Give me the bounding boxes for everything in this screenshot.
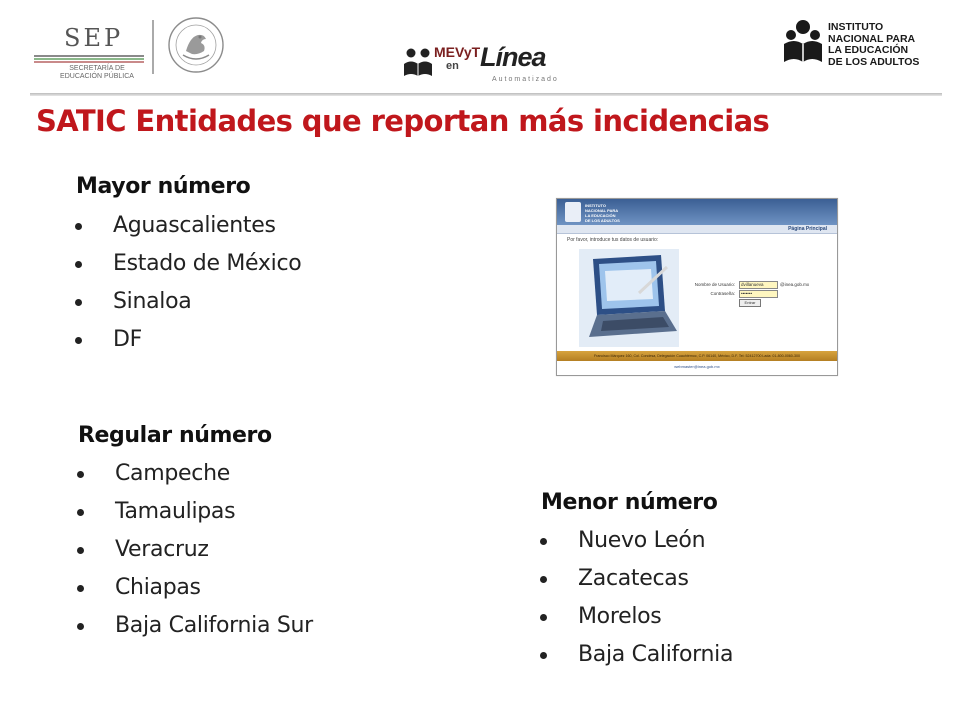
sep-logo-word: SEP	[64, 24, 124, 52]
list-item	[115, 531, 313, 569]
bullet-icon	[540, 652, 547, 659]
bullet-list	[115, 455, 313, 645]
list-item-text: Estado de México	[113, 251, 302, 276]
bullet-icon	[75, 261, 82, 268]
thumb-home-link: Página Principal	[788, 226, 827, 232]
mevyt-subtitle: Automatizado	[492, 76, 559, 83]
login-page-screenshot	[556, 198, 838, 376]
thumb-login-form	[679, 281, 829, 308]
list-item	[113, 207, 301, 245]
mevyt-en-text: en	[446, 60, 459, 72]
group-menor	[541, 490, 733, 674]
inea-emblem-icon	[780, 18, 826, 72]
bullet-icon	[75, 223, 82, 230]
sep-subtitle-line: EDUCACIÓN PÚBLICA	[60, 73, 134, 80]
inea-name-line: LA EDUCACIÓN	[828, 44, 909, 56]
list-item-text: Tamaulipas	[115, 499, 236, 524]
list-item-text: Chiapas	[115, 575, 201, 600]
inea-name-line: NACIONAL PARA	[828, 32, 916, 45]
inea-name	[828, 22, 932, 68]
group-heading: Regular número	[78, 423, 272, 448]
thumb-password-field: •••••••	[739, 290, 778, 298]
thumb-header	[557, 199, 837, 225]
list-item	[578, 522, 733, 560]
list-item-text: Aguascalientes	[113, 213, 276, 238]
thumb-user-row	[679, 281, 829, 290]
sep-logo-subtitle	[52, 65, 142, 81]
thumb-nav-bar	[557, 225, 837, 234]
list-item	[113, 245, 301, 283]
inea-logo	[780, 18, 930, 76]
bullet-icon	[77, 585, 84, 592]
thumb-user-label: Nombre de Usuario:	[694, 282, 735, 287]
bullet-icon	[77, 623, 84, 630]
list-item-text: Sinaloa	[113, 289, 192, 314]
bullet-list	[113, 207, 301, 359]
thumb-username-field: dvillanueva	[739, 281, 778, 289]
bullet-icon	[77, 547, 84, 554]
list-item-text: Morelos	[578, 604, 662, 629]
thumb-header-line: INSTITUTO	[585, 203, 607, 208]
people-reading-icon	[402, 46, 434, 82]
list-item-text: Nuevo León	[578, 528, 706, 553]
list-item	[113, 283, 301, 321]
bullet-icon	[540, 614, 547, 621]
thumb-header-line: DE LOS ADULTOS	[585, 218, 620, 223]
bullet-icon	[77, 509, 84, 516]
list-item-text: Baja California Sur	[115, 613, 313, 638]
list-item-text: Campeche	[115, 461, 230, 486]
thumb-prompt: Por favor, introduce tus datos de usuario:	[567, 237, 659, 243]
list-item-text: DF	[113, 327, 142, 352]
bullet-icon	[77, 471, 84, 478]
slide-title: SATIC Entidades que reportan más incidencias	[36, 104, 770, 138]
sep-logo-stripe	[34, 61, 144, 63]
mevyt-wordmark: MEVyT	[434, 44, 481, 60]
inea-name-line: DE LOS ADULTOS	[828, 55, 920, 68]
thumb-enter-button: Entrar	[739, 299, 761, 307]
slide-header	[0, 0, 960, 96]
list-item-text: Veracruz	[115, 537, 209, 562]
sep-subtitle-line: SECRETARÍA DE	[69, 65, 125, 72]
list-item	[115, 493, 313, 531]
list-item	[115, 607, 313, 645]
group-heading: Mayor número	[76, 174, 251, 199]
thumb-footer	[557, 351, 837, 361]
list-item	[578, 560, 733, 598]
list-item	[113, 321, 301, 359]
list-item	[115, 455, 313, 493]
thumb-password-label: Contraseña:	[710, 291, 735, 296]
mevyt-linea-text: Línea	[480, 42, 546, 72]
thumb-mail-link: webmaster@inea.gob.mx	[674, 364, 720, 369]
list-item-text: Zacatecas	[578, 566, 689, 591]
bullet-icon	[75, 299, 82, 306]
bullet-icon	[540, 576, 547, 583]
thumb-password-row	[679, 290, 829, 299]
thumb-inea-logo-icon	[565, 202, 581, 222]
list-item	[578, 598, 733, 636]
thumb-user-suffix: @inea.gob.mx	[780, 282, 810, 287]
thumb-footer-text: Francisco Márquez 160, Col. Condesa, Delegación Cuauhtémoc, C.P. 06140, México, D.F. Tel: 52412700 Lada: 01-800-0060-300	[593, 354, 801, 358]
list-item-text: Baja California	[578, 642, 734, 667]
header-divider	[152, 20, 154, 74]
bullet-icon	[75, 337, 82, 344]
sep-logo-stripe	[34, 58, 144, 60]
laptop-illustration-icon	[579, 249, 679, 347]
sep-logo-stripe	[34, 55, 144, 57]
group-heading: Menor número	[541, 490, 718, 515]
header-rule	[30, 93, 942, 96]
list-item	[578, 636, 733, 674]
mexico-seal-icon	[168, 17, 224, 73]
inea-name-line: INSTITUTO	[828, 21, 884, 33]
mevyt-en-linea-logo	[402, 42, 562, 88]
thumb-header-title	[585, 203, 645, 223]
bullet-icon	[540, 538, 547, 545]
thumb-header-line: NACIONAL PARA	[585, 208, 619, 213]
group-regular	[78, 423, 313, 645]
thumb-button-row	[679, 299, 829, 308]
group-mayor	[76, 174, 301, 359]
thumb-header-line: LA EDUCACIÓN	[585, 213, 616, 218]
sep-logo	[34, 22, 146, 80]
bullet-list	[578, 522, 733, 674]
list-item	[115, 569, 313, 607]
